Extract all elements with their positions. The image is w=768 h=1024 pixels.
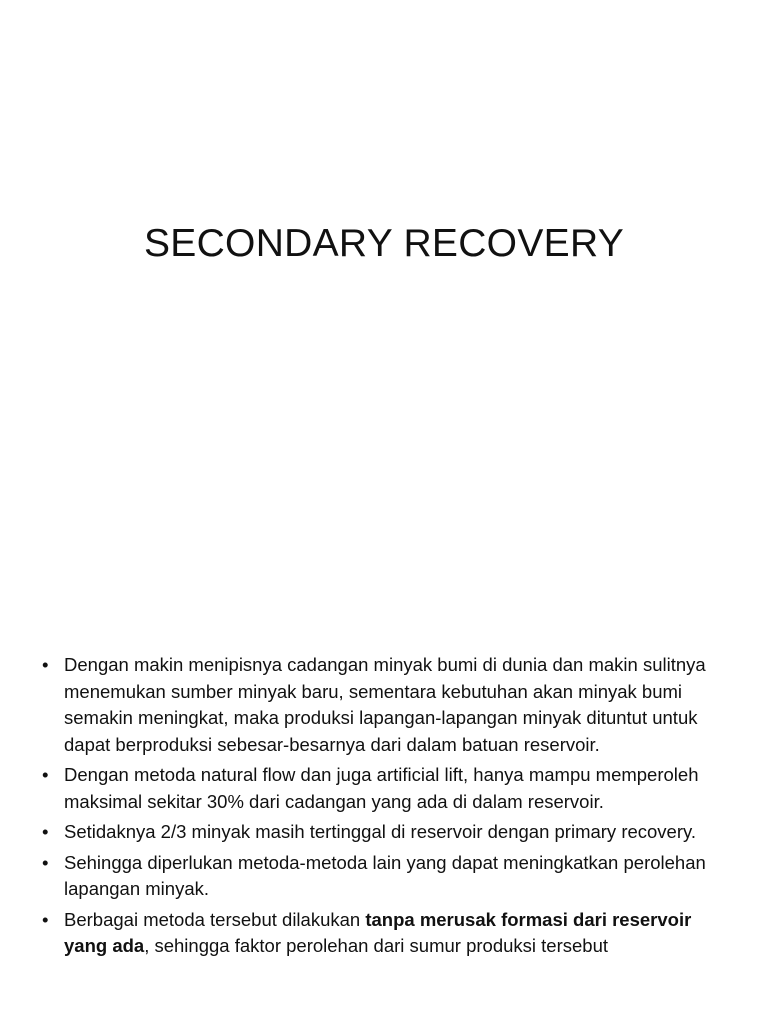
bullet-text: Dengan metoda natural flow dan juga artificial lift, hanya mampu memperoleh maksimal sekitar 30% dari cadangan yang ada di dalam reservoir. — [64, 764, 699, 812]
bullet-dot-icon: • — [42, 851, 49, 873]
bullet-text-end: , sehingga faktor perolehan dari sumur produksi tersebut — [144, 935, 608, 956]
bullet-dot-icon: • — [42, 654, 49, 675]
bullet-item — [42, 819, 732, 846]
bullet-text-bold: tanpa merusak formasi dari reservoir yang ada — [64, 908, 692, 956]
bullet-dot-icon: • — [42, 821, 49, 842]
bullet-text: Sehingga diperlukan metoda-metoda lain yang dapat meningkatkan perolehan lapangan minyak. — [64, 851, 706, 899]
bullet-dot-icon: • — [42, 764, 49, 785]
bullet-item — [42, 850, 732, 903]
bullet-list — [42, 652, 732, 964]
bullet-item — [42, 652, 732, 758]
bullet-dot-icon: • — [42, 908, 49, 930]
bullet-item — [42, 907, 732, 960]
bullet-text: Setidaknya 2/3 minyak masih tertinggal di reservoir dengan primary recovery. — [64, 821, 697, 842]
slide-title: SECONDARY RECOVERY — [143, 222, 625, 265]
bullet-text-start: Berbagai metoda tersebut dilakukan — [64, 908, 366, 930]
bullet-item — [42, 762, 732, 815]
bullet-text: Dengan makin menipisnya cadangan minyak bumi di dunia dan makin sulitnya menemukan sumber minyak baru, sementara kebutuhan akan minyak bumi semakin meningkat, maka produksi lapangan-lapangan minyak dituntut untuk dapat berproduksi sebesar-besarnya dari dalam batuan reservoir. — [64, 654, 706, 755]
